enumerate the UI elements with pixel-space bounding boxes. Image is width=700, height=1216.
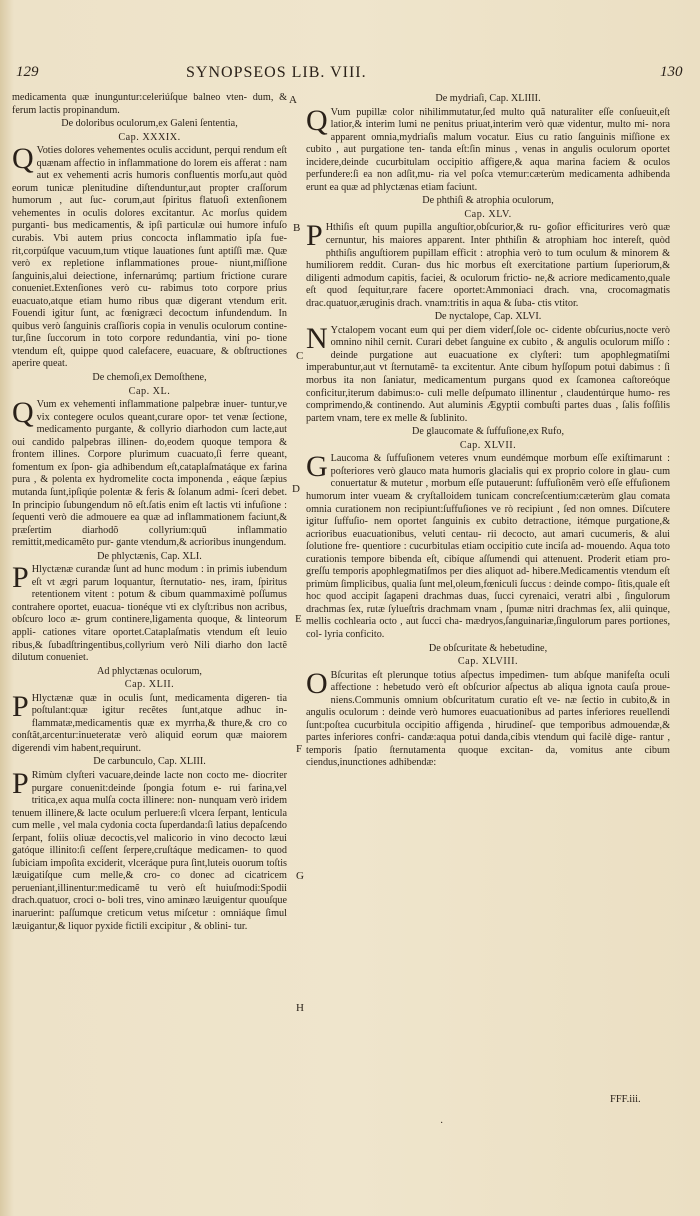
paragraph [12,689,287,756]
chapter-number [306,209,670,222]
drop-capital: P [12,689,29,723]
paragraph-text: Hlyctænæ curandæ ſunt ad hunc modum : in primis iubendum eſt vt ægri parum loquantur, ſternutatio- nes, iram, ſpiritus retentionem vitent : potum & cibum quammaximè poſſumus contrahere oportet, euacua- tionéque vti ex clyſt:ribus non acribus, obſcuro loco æ- grum continere,ligamenta quoque, & linteorum appli- cationes vitare oportet.Cataplaſmatis vtendum eſt leuio ribus,& ſubadſtringentibus,collyrium verò Nili diarho don lactẽ dilutum conueniet. [12,564,287,664]
drop-capital: P [12,766,29,800]
section-heading [12,372,287,385]
paragraph-text: De doloribus oculorum,ex Galeni ſententia, [61,118,238,130]
paragraph-text: De mydriaſi, Cap. XLIIII. [435,93,541,104]
paragraph-text: medicamenta quæ inunguntur:celeriúſque balneo vten- dum, & ferum lactis propinandum. [12,92,287,116]
paragraph [306,103,670,195]
signature-mark: FFF.iii. [610,1094,641,1105]
drop-capital: Q [12,142,34,176]
paragraph-text: Cap. XL. [128,385,171,397]
chapter-number [12,132,287,145]
paragraph-text: Vum pupillæ color nihilimmutatur,ſed multo quã naturaliter eſſe conſueuit,eſt latior,& interim lumi ne penitus priuat,interim verò quæ videntur, multo mi- nora apparent omnia,mydriaſis malum vocatur. Eius cu ratio ſanguinis miſſione ex cubito , aut purgatione ten- tanda eſt:ſin minus , venas in angulis oculorum oportet incidere,deinde cucurbitulam occipitio affigere,& aqua marina faciem & oculos perfundere:ſi ea non adſit,mu- ria vel poſca vtemur:cæterùm medicamenta adhibenda erunt ea quæ ad phlyctænas etiam faciunt. [306,106,670,193]
paragraph-text: Hlyctænæ quæ in oculis ſunt, medicamenta digeren- tia poſtulant:quæ igitur recẽtes ſunt,atque adhuc in- flammatæ,medicamentis quæ ex myrrha,& thure,& cro co conſtãt,arcentur:inueteratæ verò aliquid eorum quæ maiorem digerendi vim habent,requirunt. [12,692,287,754]
paragraph [12,396,287,550]
paragraph-text: De phlyctænis, Cap. XLI. [97,550,202,562]
paragraph [12,142,287,371]
paragraph-text: De carbunculo, Cap. XLIII. [93,756,206,768]
paragraph-text: De nyctalope, Cap. XLVI. [434,311,542,323]
paragraph [12,561,287,664]
drop-capital: P [306,219,323,253]
drop-capital: G [306,450,328,484]
margin-letter-e: E [295,613,302,625]
paragraph [306,219,670,310]
section-heading [12,551,287,564]
paragraph-text: Cap. XLVII. [459,439,517,451]
section-heading [306,311,670,324]
ornament-dot: · [440,1118,444,1129]
paragraph [306,666,670,770]
paragraph [12,92,287,117]
chapter-number [12,679,287,692]
paragraph-text: De chemoſi,ex Demoſthene, [92,372,207,384]
paragraph-text: Cap. XLV. [464,208,512,220]
margin-letter-d: D [292,483,300,495]
margin-letter-h: H [296,1002,304,1014]
paragraph-text: De phthiſi & atrophia oculorum, [422,195,554,207]
paragraph-text: Vum ex vehementi inflammatione palpebræ inuer- tuntur,ve vix contegere oculos queant,curare opor- tet venæ ſectione, medicamento purgante, & collyrio diarhodon cum lacte,aut oui candido palpebras illinen- do,eodem quoque tempora & frontem illines. Corpore plurimum cuacuato,ſi ferre queant, fomentum ex ſpon- gia adhibendum eſt,cataplaſmatáque ex farina pura , & polenta ex hydromelite cocta imponenda , eáque ſæpius mutanda ſunt,ipſiqúe polentæ & feris & ſolanum admi- ſceri debet. In principio ſubungendum nõ eſt.ſatis enim eſt lactis vti infuſione : ſequenti verò die admouere ea quæ ad inflammationem faciunt,& præſertim diarhodõ collyrium:quũ inflammatio remittit,medicamẽto pur- gante vtendum,& acrioribus inungendum. [12,399,287,549]
page-number-right: 130 [660,64,683,80]
section-heading [12,118,287,131]
drop-capital: Q [12,396,34,430]
section-heading [306,426,670,439]
running-header [0,64,700,86]
paragraph-text: Voties dolores vehementes oculis accidunt, perqui rendum eſt quænam affectio in inflammatione do lorem eis afferat : nam aut ex vehementi acris humoris confluentis morſu,aut quòd eorum tunicæ plenitudine diſtenduntur,aut propter craſſorum humorum , aut ſuc- corum,aut ſpiritus flatuoſi extenſionem vehementes in oculis dolores excitantur. Ac morſus quidem purganti- bus medicamentis, & ipſi particulæ oui humore infuſo curabis. Vbi autem prius concocta inflammatio ipſa fue- rit,corpúſque vacuum,tum vtique lauationes ſunt aptiſſi mæ. Quæ verò ex repletione inflammationes proue- niunt,miſſione ſanguinis,alui deiectione, infernarúmq; partium frictione curare conueniet.Extenſiones verò cu- rabimus toto corpore prius euacuato,atque etiam humo ribus quæ digerant vtendum erit. Fouendi igitur ſunt, ac fœnigræci decoctum infundendum. In quibus verò ſanguinis craſſioris copia in venulis oculorum contine- tur,ſine ſuccorum in toto corpore redundantia, vini po- tione vtendum eſt, quippe quod calefacere, euacuare, & obſtructiones aperire queat. [12,145,287,370]
paragraph-text: De glaucomate & ſuffuſione,ex Rufo, [411,426,565,438]
section-heading [306,643,670,656]
section-heading [306,195,670,208]
paragraph-text: Yctalopem vocant eum qui per diem viderſ,ſole oc- cidente obſcurius,nocte verò omnino nihil cernit. Curari debet ſanguine ex cubito , & angulis oculorum miſſo : deinde purgatione aut euacuatione ex clyſteri: tum apophlegmatiſmi imperabuntur,aut vt ſternutamẽ- ta excitentur. Ante cibum hyſſopum potui dabimus : ſi morbus ita non ſaniatur, medicamentum purgans quod ex ſcamonea caſtoreóque conficitur,iterum dabimus:o- culi melle deſpumato illinentur , claudentúrque humo- res comprimendo,& continendo. Aut aluminis Ægyptii combuſti partes duas , ſalis foſſilis partem vnam, tere ex melle & ſublinito. [306,324,670,424]
chapter-number [306,440,670,453]
paragraph-text: Hthiſis eſt quum pupilla anguſtior,obſcurior,& ru- goſior efficiturires verò quæ cernuntur, his maiores apparent. Inter phthiſin & atrophiam hoc intereſt, quòd phthiſis anguſtiorem pupillam efficit : atrophia verò to tum oculum & minorem & humiliorem reddit. Curan- dus hic morbus eſt exercitatione partium ſuperiorum,& diligenti admodum capitis, faciei, & oculorum frictio- ne,& acriore medicamento,quale eſt quod ſequitur,rare facere oportet:Ammoniaci drach. vna, crocomagmatis drac.quatuor,æruginis drach. vnam:tritis in aqua & ſuba- ctis vtitor. [306,222,670,309]
margin-letter-c: C [296,350,304,362]
drop-capital: O [306,666,328,700]
section-heading [12,666,287,679]
right-text-column [306,92,670,770]
paragraph [12,766,287,933]
paragraph-text: Cap. XXXIX. [118,131,181,143]
left-text-column [12,92,287,933]
section-heading [12,756,287,769]
paragraph-text: Rimùm clyſteri vacuare,deinde lacte non cocto me- diocriter purgare conuenit:deinde ſpongia fotum e- rui farina,vel tritica,ex aqua mulſa cocta illinere: non- nunquam verò iridem tenuem illinere,& lacte oculum perluere:ſi vlcera ſerpant, lenticula cum melle , vel mala cydonia cocta ſuperdanda:ſi latius depaſcendo ſerpant, foliis oliuæ decoctis,vel malicorio in vino decocto læui gatóque illinito:ſi ceſſent ſerpere,cruſtáque medicamen- to quod ſubiciam impoſita exciderit, vlceráque pura ſint,luteis ouorum toſtis læuigatiſque cum melle,& cro- co donec ad cicatricem perueniant,illinentur:medicamẽ tu verò eſt huiuſmodi:Spodii drach.quatuor, croci o- boli tres, vino aminæo læuigentur quouſque inaruerint: paſſumque creticum vetus miſcetur : omniáque ſimul læuigantur,& liquor pyxide fictili excipitur , & oblini- tur. [12,769,287,932]
margin-letter-a: A [289,94,297,106]
margin-letter-f: F [296,743,303,755]
page-number-left: 129 [16,64,39,80]
paragraph-text: Bſcuritas eſt plerunque totius aſpectus impedimen- tum abſque manifeſta oculi affectione : hebetudo verò eſt obſcurior aſpectus ab aliqua ignota cauſa proue- niens.Communis omnium obſcuritatum curatio eſt ve- næ ſectio in cubito,& in angulis oculorum : deinde verò humores euacuationibus ad partes inferiores reuellendi ſunt:poſtea cucurbitula occipitio affigenda , hirudineſ- que temporibus admouendæ,& partes inferiores confri- candæ:aqua potui danda,cibis vtendum qui facilè dige- rantur , temporis ſpatio ſternutamenta quoque excitan- da, vomitus ante cibum ciendus,inunctiones adhibendæ: [306,669,670,769]
section-heading [306,93,670,106]
margin-letter-g: G [296,870,304,882]
drop-capital: Q [306,103,328,137]
paragraph-text: Ad phlyctænas oculorum, [97,665,202,677]
paragraph [306,450,670,641]
running-title: SYNOPSEOS LIB. VIII. [186,64,367,81]
chapter-number [12,386,287,399]
paragraph-text: De obſcuritate & hebetudine, [428,642,548,654]
chapter-number [306,656,670,669]
drop-capital: N [306,321,328,355]
paragraph [306,321,670,425]
margin-letter-b: B [293,222,301,234]
paragraph-text: Cap. XLII. [124,679,175,691]
paragraph-text: Laucoma & ſuffuſionem veteres vnum eundémque morbum eſſe exiſtimarunt : poſteriores verò glauco mata humoris glacialis qui ex proprio colore in glau- cum conuertatur & mutetur , morbum eſſe putauerunt: ſuffuſionẽm verò eſſe effuſionem humorum inter vueam & cryſtalloidem tunicam concreſcentium:cæterùm glau comata omnia curationem non recipiunt:ſuffuſiones ve rò recipiunt , ſed non omnes. Diſcutere igitur ſuffuſio- nem oportet ſanguinis ex cubito detractione, itémque purgatione,& acrioribus euacuationibus, veluti centau- rii decocto, aut amari cucumeris, & alui ſolutione fre- quentiore : cucurbitulas etiam occipitio cute inciſa ad- mouendo. Aqua toto curationis tempore bibenda eſt, cibíque aſſumendi qui attenuent. Proderit etiam pro- greſſu temporis apophlegmatiſmos per dies aliquot ad- hibere.Medicamentis vtendum eſt primùm ſimplicibus, qualia ſunt mel,oleum,fœniculi ſuccus : deinde compo- ſitis,quale eſt hoc quod accipit ſagapeni drachmas duas, ſucci cyrenaici, veratri albi , ſingulorum drachmas ſex, rutæ ſylueſtris drachmam vnam , ſpumæ nitri drachmas ſex, alii quinque, mellis cochlearia octo , aut ſucci cha- mædryos,ſanguinariæ,ſingulorum pares portiones, col- lyria conficito. [306,453,670,640]
paragraph-text: Cap. XLVIII. [457,656,519,668]
drop-capital: P [12,561,29,595]
